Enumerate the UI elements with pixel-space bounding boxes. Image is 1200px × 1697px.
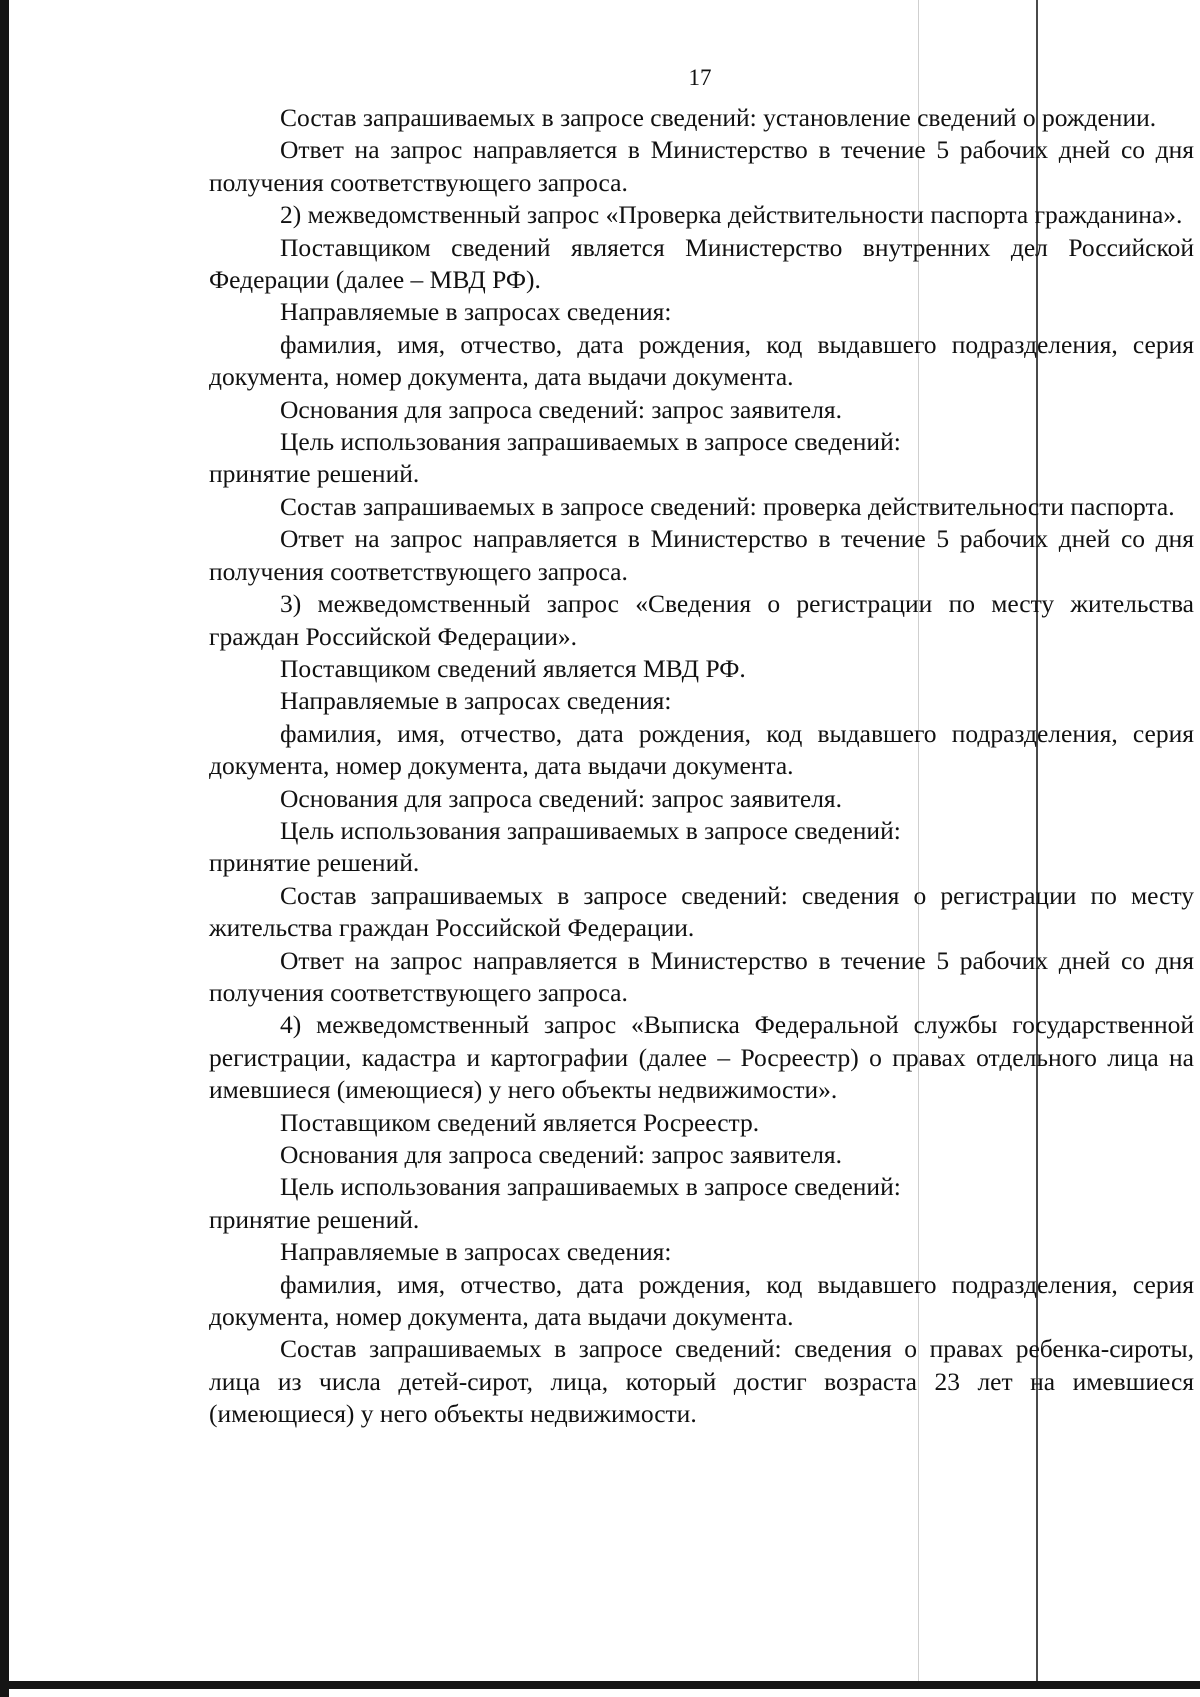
paragraph: Цель использования запрашиваемых в запросе сведений: [280, 815, 901, 845]
paragraph: Ответ на запрос направляется в Министерство в течение 5 рабочих дней со дня получения соответствующего запроса. [209, 524, 1194, 586]
paragraph: принятие решений. [209, 848, 420, 878]
paragraph: фамилия, имя, отчество, дата рождения, код выдавшего подразделения, серия документа, номер документа, дата выдачи документа. [209, 1269, 1194, 1332]
paragraph: Состав запрашиваемых в запросе сведений: установление сведений о рождении. [280, 103, 1157, 132]
paragraph: принятие решений. [209, 459, 420, 489]
paragraph: Поставщиком сведений является Министерство внутренних дел Российской Федерации (далее – МВД РФ). [209, 232, 1194, 295]
paragraph: фамилия, имя, отчество, дата рождения, код выдавшего подразделения, серия документа, номер документа, дата выдачи документа. [209, 329, 1194, 392]
paragraph: Состав запрашиваемых в запросе сведений: сведения о правах ребенка-сироты, лица из числа детей-сирот, лица, который достиг возраста 23 лет на имевшиеся (имеющиеся) у него объекты недвижимости. [209, 1334, 1194, 1429]
paragraph: Состав запрашиваемых в запросе сведений: проверка действительности паспорта. [280, 491, 1175, 521]
paragraph: 3) межведомственный запрос «Сведения о регистрации по месту жительства граждан Российской Федерации». [209, 589, 1194, 651]
paragraph: Состав запрашиваемых в запросе сведений: сведения о регистрации по месту жительства граждан Российской Федерации. [209, 880, 1194, 943]
page-number: 17 [688, 65, 712, 90]
paragraph: Цель использования запрашиваемых в запросе сведений: [280, 1172, 901, 1202]
paragraph: принятие решений. [209, 1204, 420, 1234]
paragraph: 4) межведомственный запрос «Выписка Федеральной службы государственной регистрации, кадастра и картографии (далее – Росреестр) о правах отдельного лица на имевшиеся (имеющиеся) у него объекты недвижимости». [209, 1010, 1194, 1105]
paragraph: Ответ на запрос направляется в Министерство в течение 5 рабочих дней со дня получения соответствующего запроса. [209, 945, 1194, 1007]
paragraph: Поставщиком сведений является МВД РФ. [280, 653, 746, 683]
paragraph: Направляемые в запросах сведения: [280, 686, 672, 716]
paragraph: фамилия, имя, отчество, дата рождения, код выдавшего подразделения, серия документа, номер документа, дата выдачи документа. [209, 718, 1194, 781]
paragraph: 2) межведомственный запрос «Проверка действительности паспорта гражданина». [280, 200, 1183, 230]
document-body [209, 102, 1194, 1431]
paragraph: Основания для запроса сведений: запрос заявителя. [280, 783, 843, 813]
paragraph: Ответ на запрос направляется в Министерство в течение 5 рабочих дней со дня получения соответствующего запроса. [209, 135, 1194, 197]
paragraph: Цель использования запрашиваемых в запросе сведений: [280, 427, 901, 457]
paragraph: Основания для запроса сведений: запрос заявителя. [280, 1140, 843, 1169]
scan-edge-left [0, 0, 9, 1697]
paragraph: Направляемые в запросах сведения: [280, 1237, 672, 1267]
paragraph: Основания для запроса сведений: запрос заявителя. [280, 394, 843, 424]
paragraph: Направляемые в запросах сведения: [280, 297, 672, 327]
paragraph: Поставщиком сведений является Росреестр. [280, 1107, 760, 1137]
scan-edge-bottom [0, 1681, 1200, 1689]
